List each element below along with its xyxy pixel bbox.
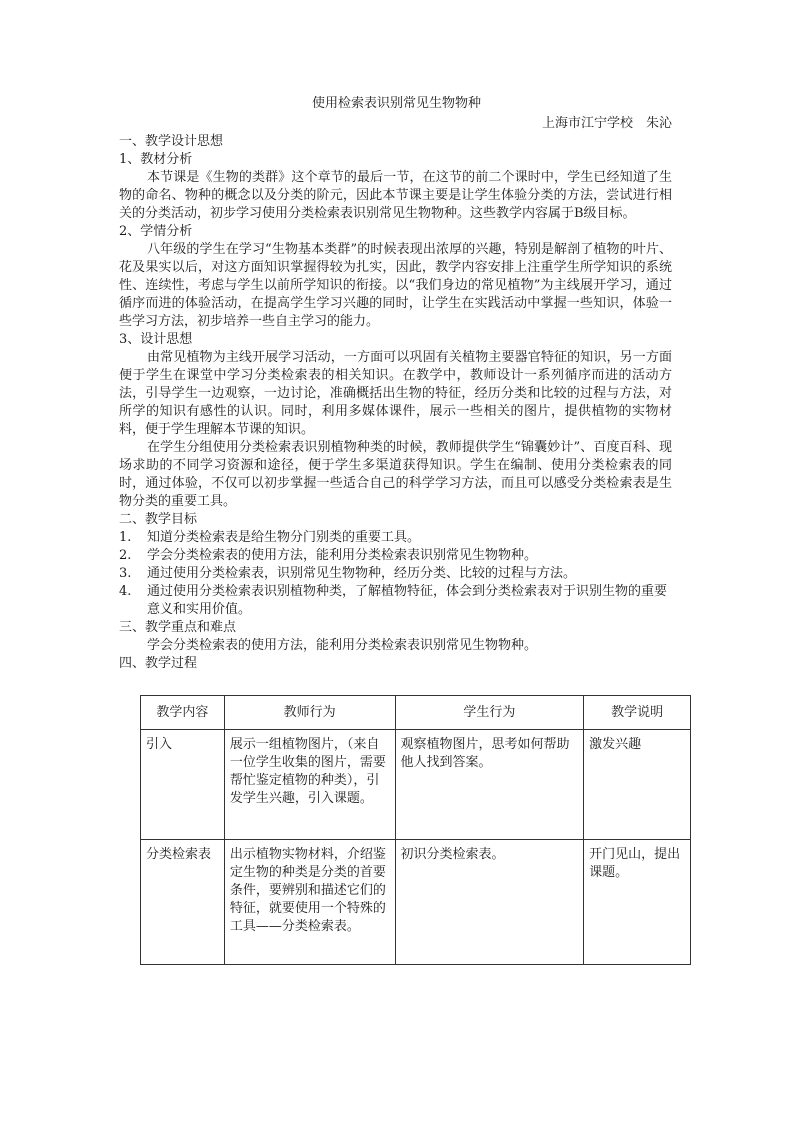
- table-cell: 引入: [141, 730, 225, 840]
- column-header: 教师行为: [224, 696, 395, 730]
- list-text: 通过使用分类检索表，识别常见生物物种，经历分类、比较的过程与方法。: [147, 566, 577, 581]
- table-header-row: [141, 696, 691, 730]
- list-text: 知道分类检索表是给生物分门别类的重要工具。: [147, 530, 421, 545]
- table-cell: 开门见山，提出课题。: [584, 840, 691, 965]
- paragraph: 在学生分组使用分类检索表识别植物种类的时候，教师提供学生“锦囊妙计”、百度百科、现场求助的不同学习资源和途径，便于学生多渠道获得知识。学生在编制、使用分类检索表的同时，通过体验，不仅可以初步掌握一些适合自己的科学学习方法，而且可以感受分类检索表是生物分类的重要工具。: [119, 440, 672, 509]
- list-number: 3.: [119, 566, 132, 581]
- list-item: [119, 529, 672, 547]
- paragraph: 由常见植物为主线开展学习活动，一方面可以巩固有关植物主要器官特征的知识，另一方面便于学生在课堂中学习分类检索表的相关知识。在教学中，教师设计一系列循序而进的活动方法，引导学生一边观察，一边讨论，准确概括出生物的特征，经历分类和比较的过程与方法，对所学的知识有感性的认识。同时，利用多媒体课件，展示一些相关的图片，提供植物的实物材料，便于学生理解本节课的知识。: [119, 350, 672, 437]
- column-header: 教学内容: [141, 696, 225, 730]
- table-cell: 激发兴趣: [584, 730, 691, 840]
- list-item: [119, 583, 672, 619]
- column-header: 学生行为: [395, 696, 584, 730]
- paragraph: 学会分类检索表的使用方法，能利用分类检索表识别常见生物物种。: [147, 638, 538, 653]
- subsection-heading: 1、教材分析: [119, 152, 193, 167]
- objectives-list: [119, 529, 672, 619]
- list-text: 学会分类检索表的使用方法，能利用分类检索表识别常见生物物种。: [147, 548, 538, 563]
- table-row: [141, 840, 691, 965]
- table-cell: 展示一组植物图片，（来自一位学生收集的图片，需要帮忙鉴定植物的种类），引发学生兴趣，引入课题。: [224, 730, 395, 840]
- table-row: [141, 730, 691, 840]
- section-heading: 三、教学重点和难点: [119, 620, 237, 635]
- teaching-process-table: [140, 695, 691, 965]
- paragraph: 八年级的学生在学习“生物基本类群”的时候表现出浓厚的兴趣，特别是解剖了植物的叶片、花及果实以后，对这方面知识掌握得较为扎实，因此，教学内容安排上注重学生所学知识的系统性、连续性，考虑与学生以前所学知识的衔接。以“我们身边的常见植物”为主线展开学习，通过循序而进的体验活动，在提高学生学习兴趣的同时，让学生在实践活动中掌握一些知识，体验一些学习方法，初步培养一些自主学习的能力。: [119, 242, 672, 329]
- subsection-heading: 2、学情分析: [119, 224, 193, 239]
- list-item: [119, 565, 672, 583]
- list-number: 1.: [119, 530, 132, 545]
- list-item: [119, 547, 672, 565]
- table-cell: 观察植物图片，思考如何帮助他人找到答案。: [395, 730, 584, 840]
- section-heading: 四、教学过程: [119, 656, 198, 671]
- table-cell: 初识分类检索表。: [395, 840, 584, 965]
- paragraph: 本节课是《生物的类群》这个章节的最后一节，在这节的前二个课时中，学生已经知道了生物的命名、物种的概念以及分类的阶元，因此本节课主要是让学生体验分类的方法，尝试进行相关的分类活动，初步学习使用分类检索表识别常见生物物种。这些教学内容属于B级目标。: [119, 170, 672, 221]
- table-cell: 出示植物实物材料，介绍鉴定生物的种类是分类的首要条件，要辨别和描述它们的特征，就要使用一个特殊的工具——分类检索表。: [224, 840, 395, 965]
- column-header: 教学说明: [584, 696, 691, 730]
- document-author: 上海市江宁学校 朱沁: [541, 116, 672, 131]
- section-heading: 二、教学目标: [119, 512, 198, 527]
- list-number: 4.: [119, 584, 132, 599]
- subsection-heading: 3、设计思想: [119, 332, 193, 347]
- section-heading: 一、教学设计思想: [119, 134, 224, 149]
- document-body: [119, 133, 672, 673]
- list-text: 通过使用分类检索表识别植物种类，了解植物特征，体会到分类检索表对于识别生物的重要意义和实用价值。: [147, 584, 668, 617]
- list-number: 2.: [119, 548, 132, 563]
- document-title: 使用检索表识别常见生物物种: [311, 96, 481, 111]
- table-cell: 分类检索表: [141, 840, 225, 965]
